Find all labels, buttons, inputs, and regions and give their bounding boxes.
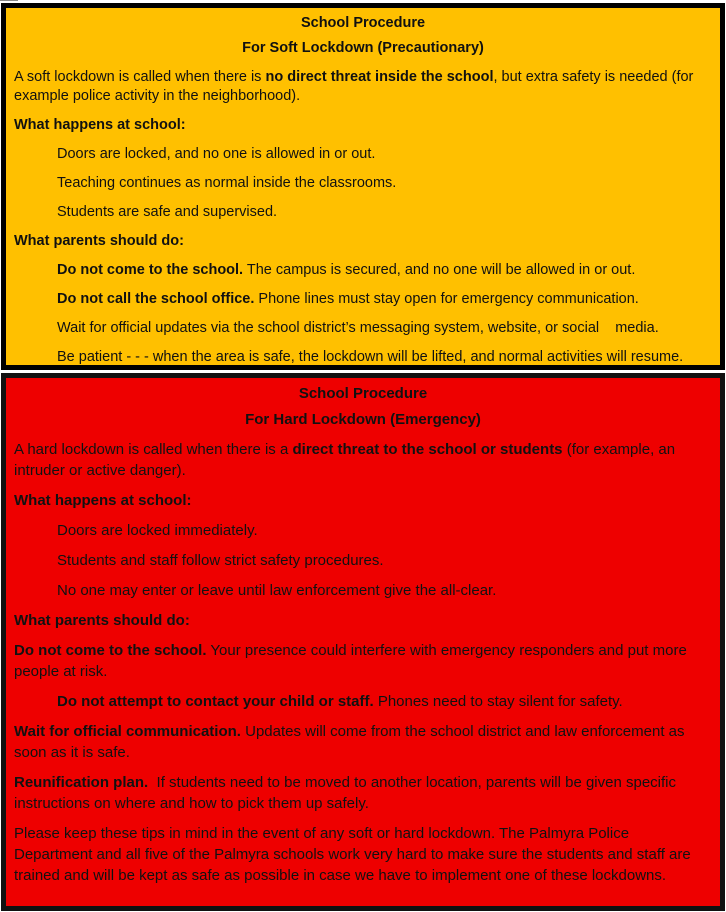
soft-title-line1: School Procedure bbox=[300, 15, 426, 31]
hard-intro: A hard lockdown is called when there is a direct threat to the school or students (for example, an intruder or active danger). bbox=[14, 441, 676, 479]
hard-school-item: Students and staff follow strict safety procedures. bbox=[57, 552, 384, 569]
soft-parent-item: Do not call the school office. Phone lines must stay open for emergency communication. bbox=[57, 291, 639, 307]
hard-parent-item: Reunification plan. If students need to be moved to another location, parents will be given specific instructions on where and how to pick them up safely. bbox=[14, 774, 681, 812]
hard-parent-item: Wait for official communication. Updates will come from the school district and law enforcement as soon as it is safe. bbox=[14, 723, 685, 761]
soft-school-item: Doors are locked, and no one is allowed in or out. bbox=[57, 146, 376, 162]
soft-lockdown-panel bbox=[1, 3, 725, 370]
soft-parents-heading: What parents should do: bbox=[14, 233, 184, 249]
soft-school-item: Teaching continues as normal inside the classrooms. bbox=[57, 175, 397, 191]
soft-school-item: Students are safe and supervised. bbox=[57, 204, 278, 220]
hard-closing: Please keep these tips in mind in the event of any soft or hard lockdown. The Palmyra Police Department and all five of the Palmyra schools work very hard to make sure the students and staff are trained and will be kept as safe as possible in case we have to implement one of these lockdowns. bbox=[14, 825, 691, 884]
hard-school-heading: What happens at school: bbox=[14, 492, 192, 509]
hard-title-line2: For Hard Lockdown (Emergency) bbox=[245, 411, 481, 428]
hard-school-item: No one may enter or leave until law enforcement give the all-clear. bbox=[57, 582, 497, 599]
hard-school-item: Doors are locked immediately. bbox=[57, 522, 258, 539]
soft-school-heading: What happens at school: bbox=[14, 117, 186, 133]
soft-parent-item: Wait for official updates via the school district’s messaging system, website, or social media. bbox=[57, 320, 659, 336]
hard-parent-item: Do not come to the school. Your presence could interfere with emergency responders and put more people at risk. bbox=[14, 642, 687, 680]
hard-parents-heading: What parents should do: bbox=[14, 612, 190, 629]
hard-lockdown-panel bbox=[1, 373, 725, 911]
soft-title-line2: For Soft Lockdown (Precautionary) bbox=[242, 40, 484, 56]
soft-parent-item: Be patient - - - when the area is safe, the lockdown will be lifted, and normal activities will resume. bbox=[57, 349, 684, 365]
hard-parent-item: Do not attempt to contact your child or staff. Phones need to stay silent for safety. bbox=[57, 693, 623, 710]
soft-parent-item: Do not come to the school. The campus is secured, and no one will be allowed in or out. bbox=[57, 262, 636, 278]
soft-intro: A soft lockdown is called when there is no direct threat inside the school, but extra safety is needed (for example police activity in the neighborhood). bbox=[14, 69, 694, 104]
hard-title-line1: School Procedure bbox=[298, 385, 428, 402]
